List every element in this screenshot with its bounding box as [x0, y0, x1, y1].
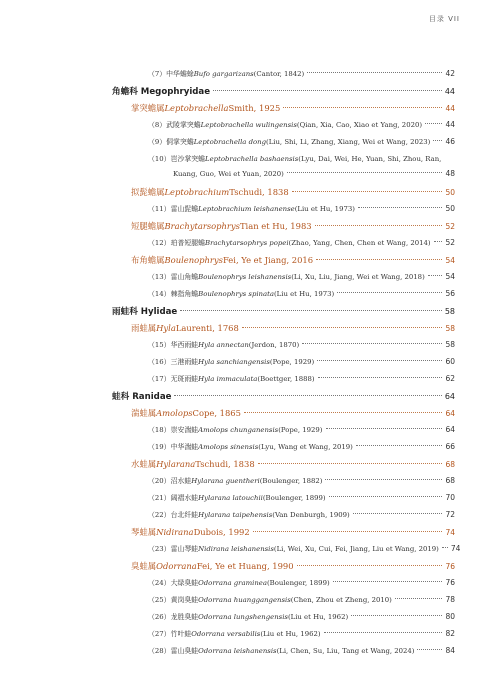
species-cn-name: 中华湍蛙 — [170, 443, 199, 451]
species-number: （24） — [148, 579, 171, 587]
dot-leader — [297, 565, 443, 566]
species-cn-name: 中华蟾蜍 — [166, 70, 194, 78]
toc-species-entry[interactable] — [0, 136, 500, 153]
page-number: 62 — [445, 374, 455, 383]
dot-leader — [315, 225, 443, 226]
species-authority: (Lyu, Dai, Wei, He, Yuan, Shi, Zhou, Ran, — [298, 155, 442, 163]
species-number: （23） — [148, 545, 171, 553]
page-number: 58 — [445, 340, 455, 349]
species-latin-name: Hyla sanchiangensis — [198, 358, 270, 366]
dot-leader — [442, 547, 448, 548]
toc-family-entry[interactable] — [0, 85, 500, 102]
page-number: 78 — [445, 595, 455, 604]
species-cn-name: 雷山角蟾 — [170, 273, 199, 281]
species-number: （19） — [148, 443, 171, 451]
species-cn-name: 台北纤蛙 — [170, 511, 199, 519]
dot-leader — [395, 598, 443, 599]
toc-species-entry[interactable] — [0, 373, 500, 390]
species-cn-name: 棘指角蟾 — [170, 290, 199, 298]
toc-species-entry[interactable] — [0, 475, 500, 492]
species-authority: (Pope, 1929) — [278, 426, 323, 434]
toc-genus-entry[interactable] — [0, 220, 500, 237]
genus-authority: Cope, 1865 — [192, 408, 241, 418]
dot-leader — [258, 463, 443, 464]
species-latin-name: Hylarana guentheri — [191, 477, 260, 485]
toc-species-entry-continued[interactable] — [0, 169, 500, 186]
species-cn-name: 黄岗臭蛙 — [170, 596, 199, 604]
family-cn-name: 雨蛙科 — [112, 307, 138, 317]
dot-leader — [337, 292, 442, 293]
species-number: （21） — [148, 494, 171, 502]
species-authority: (Liu et Hu, 1973) — [294, 205, 355, 213]
dot-leader — [434, 241, 443, 242]
toc-species-entry[interactable] — [0, 68, 500, 85]
page-number: 58 — [444, 307, 455, 316]
dot-leader — [356, 445, 443, 446]
species-number: （10） — [148, 155, 171, 163]
toc-species-entry[interactable] — [0, 543, 500, 560]
dot-leader — [358, 207, 443, 208]
species-latin-name: Hylarana taipehensis — [198, 511, 273, 519]
page-number: 48 — [445, 169, 455, 178]
dot-leader — [433, 140, 442, 141]
genus-authority: Tschudi, 1838 — [195, 459, 255, 469]
page-number: 72 — [445, 510, 455, 519]
family-name — [112, 305, 177, 317]
toc-species-entry[interactable] — [0, 628, 500, 645]
genus-latin-name: Boulenophrys — [164, 255, 223, 265]
genus-authority: Fei, Ye et Jiang, 2016 — [222, 255, 314, 265]
page-number: 50 — [445, 188, 455, 197]
dot-leader — [425, 123, 442, 124]
species-latin-name: Amolops chunganensis — [198, 426, 279, 434]
genus-latin-name: Hyla — [156, 323, 176, 333]
species-cn-name: 三港雨蛙 — [170, 358, 199, 366]
species-cn-name: 珀普短腿蟾 — [170, 239, 206, 247]
species-number: （26） — [148, 613, 171, 621]
genus-cn-name: 短腿蟾属 — [131, 221, 165, 231]
page-number: 56 — [445, 289, 455, 298]
species-cn-name: 阔褶水蛙 — [170, 494, 199, 502]
genus-latin-name: Brachytarsophrys — [164, 221, 240, 231]
species-authority: (Liu et Hu, 1962) — [287, 613, 349, 621]
page-number: 64 — [445, 409, 455, 418]
species-cn-name: 雷山琴蛙 — [170, 545, 199, 553]
species-number: （15） — [148, 341, 171, 349]
dot-leader — [292, 191, 443, 192]
toc-species-entry[interactable] — [0, 492, 500, 509]
page-number: 44 — [445, 120, 455, 129]
dot-leader — [174, 395, 441, 396]
genus-cn-name: 琴蛙属 — [131, 527, 157, 537]
genus-latin-name: Leptobrachium — [164, 187, 230, 197]
species-latin-name: Nidirana leishanensis — [198, 545, 274, 553]
species-authority: (Boulenger, 1899) — [262, 494, 326, 502]
species-authority: (Zhao, Yang, Chen, Chen et Wang, 2014) — [288, 239, 431, 247]
dot-leader — [353, 513, 443, 514]
species-latin-name: Odorrana huanggangensis — [198, 596, 291, 604]
toc-species-entry[interactable] — [0, 153, 500, 169]
page-number: 76 — [445, 562, 455, 571]
dot-leader — [253, 531, 443, 532]
page-number: 74 — [450, 544, 461, 553]
running-header: 目录 VII — [428, 15, 460, 23]
species-number: （18） — [148, 426, 171, 434]
toc-species-entry[interactable] — [0, 441, 500, 458]
species-cn-name: 武陵掌突蟾 — [166, 121, 201, 129]
species-latin-name: Amolops sinensis — [198, 443, 259, 451]
dot-leader — [329, 496, 443, 497]
page-number: 44 — [444, 87, 455, 96]
page-number: 52 — [445, 238, 455, 247]
species-authority-continued: Kuang, Guo, Wei et Yuan, 2020) — [173, 170, 284, 178]
genus-authority: Smith, 1925 — [228, 103, 281, 113]
toc-species-entry[interactable] — [0, 509, 500, 526]
toc-genus-entry[interactable] — [0, 254, 500, 271]
species-latin-name: Odorrana graminea — [198, 579, 267, 587]
family-latin-name: Megophryidae — [137, 87, 211, 97]
dot-leader — [283, 107, 442, 108]
toc-species-entry[interactable] — [0, 645, 500, 662]
species-authority: (Lyu, Wang et Wang, 2019) — [258, 443, 353, 451]
genus-cn-name: 水蛙属 — [131, 459, 157, 469]
genus-cn-name: 掌突蟾属 — [131, 103, 165, 113]
species-latin-name: Hyla immaculata — [198, 375, 258, 383]
species-number: （28） — [148, 647, 171, 655]
species-number: （12） — [148, 239, 171, 247]
species-latin-name: Hylarana latouchii — [198, 494, 263, 502]
genus-authority: Dubois, 1992 — [193, 527, 250, 537]
dot-leader — [333, 581, 443, 582]
dot-leader — [317, 360, 442, 361]
page-number: 70 — [445, 493, 455, 502]
species-latin-name: Leptobrachella dong — [193, 138, 267, 146]
page-number: 68 — [445, 476, 455, 485]
dot-leader — [324, 632, 443, 633]
toc-genus-entry[interactable] — [0, 102, 500, 119]
page-number: 64 — [445, 425, 455, 434]
page-number: 66 — [445, 442, 455, 451]
species-authority: (Jerdon, 1870) — [248, 341, 300, 349]
species-number: （13） — [148, 273, 171, 281]
toc-species-entry[interactable] — [0, 237, 500, 254]
dot-leader — [242, 327, 443, 328]
toc-species-entry[interactable] — [0, 271, 500, 288]
dot-leader — [302, 343, 442, 344]
toc-species-entry[interactable] — [0, 288, 500, 305]
toc-genus-entry[interactable] — [0, 526, 500, 543]
species-latin-name: Leptobrachium leishanense — [198, 205, 295, 213]
species-number: （20） — [148, 477, 171, 485]
page-number: 42 — [445, 69, 455, 78]
dot-leader — [325, 479, 442, 480]
family-cn-name: 蛙科 — [112, 392, 130, 402]
species-latin-name: Hyla annectan — [198, 341, 249, 349]
species-authority: (Qian, Xia, Cao, Xiao et Yang, 2020) — [296, 121, 423, 129]
dot-leader — [244, 412, 443, 413]
species-authority: (Cantor, 1842) — [253, 70, 305, 78]
species-cn-name: 大绿臭蛙 — [170, 579, 199, 587]
dot-leader — [316, 259, 442, 260]
species-authority: (Pope, 1929) — [269, 358, 315, 366]
family-name — [112, 390, 171, 402]
species-authority: (Van Denburgh, 1909) — [272, 511, 350, 519]
family-latin-name: Hylidae — [137, 307, 178, 317]
species-authority: (Liu et Hu, 1962) — [260, 630, 321, 638]
page-number: 74 — [445, 528, 455, 537]
species-cn-name: 沼水蛙 — [170, 477, 192, 485]
species-latin-name: Odorrana leishanensis — [198, 647, 277, 655]
species-cn-name: 无斑雨蛙 — [170, 375, 199, 383]
toc-species-entry[interactable] — [0, 203, 500, 220]
family-name — [112, 85, 210, 97]
genus-cn-name: 湍蛙属 — [131, 408, 157, 418]
species-cn-name: 华西雨蛙 — [170, 341, 199, 349]
species-latin-name: Brachytarsophrys popei — [205, 239, 289, 247]
genus-authority: Fei, Ye et Huang, 1990 — [196, 561, 294, 571]
page-number: 82 — [445, 629, 455, 638]
toc-genus-entry[interactable] — [0, 407, 500, 424]
page-number: 76 — [445, 578, 455, 587]
page-number: 44 — [445, 104, 455, 113]
dot-leader — [428, 275, 443, 276]
genus-latin-name: Odorrana — [156, 561, 197, 571]
species-latin-name: Bufo gargarizans — [193, 70, 254, 78]
species-number: （17） — [148, 375, 171, 383]
toc-genus-entry[interactable] — [0, 458, 500, 475]
genus-latin-name: Leptobrachella — [164, 103, 229, 113]
species-latin-name: Boulenophrys spinata — [198, 290, 274, 298]
species-authority: (Boettger, 1888) — [257, 375, 315, 383]
species-number: （27） — [148, 630, 171, 638]
species-cn-name: 岜沙掌突蟾 — [170, 155, 206, 163]
species-latin-name: Odorrana versabilis — [191, 630, 261, 638]
species-latin-name: Leptobrachella bashaensis — [205, 155, 299, 163]
dot-leader — [318, 377, 443, 378]
page-number: 68 — [445, 460, 455, 469]
toc-species-entry[interactable] — [0, 611, 500, 628]
toc-species-entry[interactable] — [0, 356, 500, 373]
species-number: （8） — [148, 121, 167, 129]
genus-cn-name: 拟髭蟾属 — [131, 187, 165, 197]
toc-species-entry[interactable] — [0, 119, 500, 136]
species-number: （25） — [148, 596, 171, 604]
toc-family-entry[interactable] — [0, 390, 500, 407]
genus-cn-name: 雨蛙属 — [131, 323, 157, 333]
species-authority: (Liu, Shi, Li, Zhang, Xiang, Wei et Wang, 2023) — [266, 138, 431, 146]
dot-leader — [307, 72, 442, 73]
page-number: 46 — [445, 137, 455, 146]
toc-species-entry[interactable] — [0, 577, 500, 594]
page-number: 54 — [445, 272, 455, 281]
species-cn-name: 崇安湍蛙 — [170, 426, 199, 434]
species-authority: (Boulenger, 1882) — [259, 477, 323, 485]
dot-leader — [213, 90, 442, 91]
toc-species-entry[interactable] — [0, 339, 500, 356]
toc-species-entry[interactable] — [0, 594, 500, 611]
species-latin-name: Leptobrachella wulingensis — [200, 121, 297, 129]
table-of-contents — [0, 68, 500, 662]
species-number: （11） — [148, 205, 171, 213]
page-number: 84 — [445, 646, 455, 655]
genus-cn-name: 布角蟾属 — [131, 255, 165, 265]
species-number: （16） — [148, 358, 171, 366]
species-authority: (Li, Wei, Xu, Cui, Fei, Jiang, Liu et Wang, 2019) — [273, 545, 439, 553]
genus-latin-name: Amolops — [156, 408, 193, 418]
species-cn-name: 侗掌突蟾 — [166, 138, 194, 146]
genus-cn-name: 臭蛙属 — [131, 561, 157, 571]
toc-species-entry[interactable] — [0, 424, 500, 441]
genus-authority: Laurenti, 1768 — [175, 323, 239, 333]
page-number: 64 — [444, 392, 455, 401]
page-number: 58 — [445, 324, 455, 333]
dot-leader — [180, 310, 442, 311]
species-authority: (Liu et Hu, 1973) — [273, 290, 335, 298]
page-number: 80 — [445, 612, 455, 621]
toc-genus-entry[interactable] — [0, 186, 500, 203]
species-authority: (Boulenger, 1899) — [266, 579, 330, 587]
dot-leader — [287, 172, 443, 173]
page-number: 50 — [445, 204, 455, 213]
page-number: 60 — [445, 357, 455, 366]
family-cn-name: 角蟾科 — [112, 87, 138, 97]
family-latin-name: Ranidae — [129, 392, 172, 402]
toc-genus-entry[interactable] — [0, 560, 500, 577]
species-number: （7） — [148, 70, 167, 78]
page-number: 52 — [445, 222, 455, 231]
species-number: （14） — [148, 290, 171, 298]
toc-genus-entry[interactable] — [0, 322, 500, 339]
page-number: 54 — [445, 256, 455, 265]
species-authority: (Li, Chen, Su, Liu, Tang et Wang, 2024) — [276, 647, 415, 655]
species-number: （22） — [148, 511, 171, 519]
genus-latin-name: Nidirana — [156, 527, 194, 537]
dot-leader — [417, 649, 442, 650]
genus-authority: Tschudi, 1838 — [229, 187, 289, 197]
species-latin-name: Odorrana lungshengensis — [198, 613, 288, 621]
toc-family-entry[interactable] — [0, 305, 500, 322]
genus-authority: Tian et Hu, 1983 — [239, 221, 312, 231]
dot-leader — [351, 615, 442, 616]
species-cn-name: 雷山臭蛙 — [170, 647, 199, 655]
dot-leader — [326, 428, 443, 429]
species-cn-name: 龙胜臭蛙 — [170, 613, 199, 621]
genus-latin-name: Hylarana — [156, 459, 196, 469]
species-cn-name: 竹叶蛙 — [170, 630, 192, 638]
species-authority: (Chen, Zhou et Zheng, 2010) — [290, 596, 392, 604]
species-latin-name: Boulenophrys leishanensis — [198, 273, 292, 281]
species-number: （9） — [148, 138, 167, 146]
species-cn-name: 雷山髭蟾 — [170, 205, 199, 213]
species-authority: (Li, Xu, Liu, Jiang, Wei et Wang, 2018) — [291, 273, 425, 281]
